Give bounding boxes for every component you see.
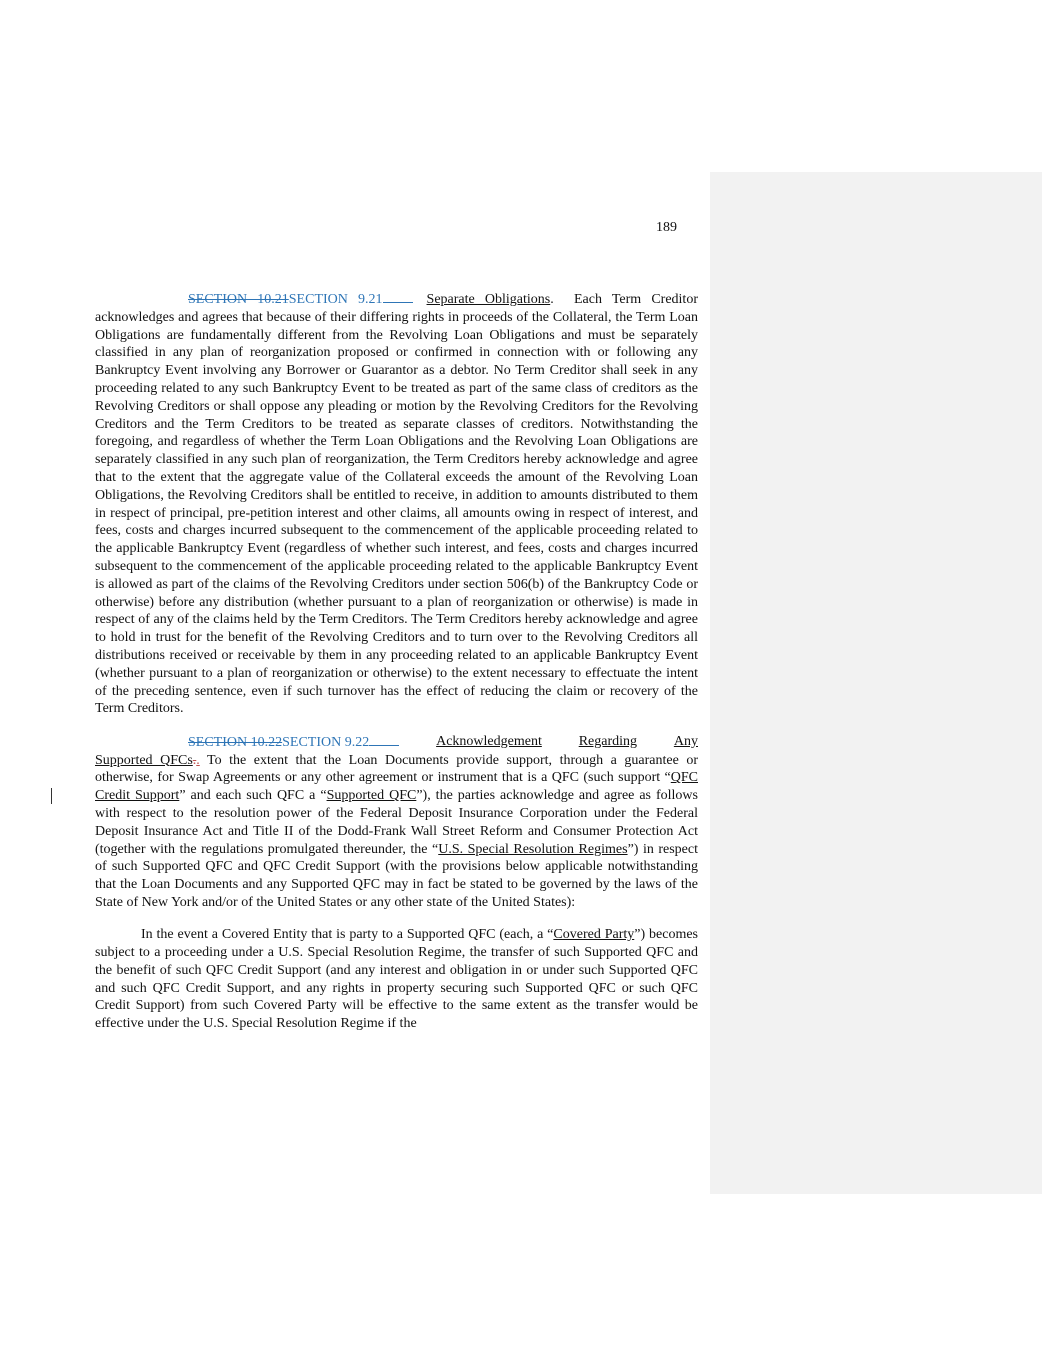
section-heading-word: Acknowledgement	[436, 733, 542, 749]
section-9-21-paragraph: SECTION 10.21SECTION 9.21 Separate Obligations. Each Term Creditor acknowledges and agrees that because of their differing rights in proceeds of the Collateral, the Term Loan Obligations are fundamentally different from the Revolving Loan Obligations and must be separately classified in any plan of reorganization proposed or confirmed in connection with or following any Bankruptcy Event involving any Borrower or Guarantor as a debtor. No Term Creditor shall seek in any proceeding related to any such Bankruptcy Event to be treated as part of the same class of creditors as the Revolving Creditors or shall oppose any pleading or motion by the Revolving Creditors for the Revolving Creditors and the Term Creditors to be treated as separate classes of creditors. Notwithstanding the foregoing, and regardless of whether the Term Loan Obligations and the Revolving Loan Obligations are separately classified in any such plan of reorganization, the Term Creditors hereby acknowledge and agree that to the extent that the aggregate value of the Collateral exceeds the amount of the Revolving Loan Obligations, the Revolving Creditors shall be entitled to receive, in addition to amounts distributed to them in respect of principal, pre-petition interest and other claims, all amounts owing in respect of interest, and fees, costs and charges incurred subsequent to the commencement of the applicable proceeding related to the applicable Bankruptcy Event (regardless of whether such interest, and fees, costs and charges incurred subsequent to the commencement of the applicable proceeding related to the applicable Bankruptcy Event is allowed as part of the claims of the Revolving Creditors under section 506(b) of the Bankruptcy Code or otherwise) before any distribution (whether pursuant to a plan of reorganization or otherwise) is made in respect of any of the claims held by the Term Creditors. The Term Creditors hereby acknowledge and agree to hold in trust for the benefit of the Revolving Creditors and to turn over to the Revolving Creditors all distributions received or receivable by them in any proceeding related to an applicable Bankruptcy Event (whether pursuant to a plan of reorganization or otherwise) to the extent necessary to effectuate the intent of the preceding sentence, even if such turnover has the effect of reducing the claim or recovery of the Term Creditors.	[95, 292, 698, 717]
section-heading: Separate Obligations	[426, 292, 551, 307]
inserted-section-number: SECTION 9.21	[288, 292, 383, 307]
defined-term: U.S. Special Resolution Regimes	[438, 841, 628, 857]
defined-term: QFC Credit Support	[95, 770, 698, 804]
section-heading-word: Any	[673, 733, 698, 749]
covered-party-paragraph: In the event a Covered Entity that is party to a Supported QFC (each, a “Covered Party”) becomes subject to a proceeding under a U.S. Special Resolution Regime, the transfer of such Supported QFC and the benefit of such QFC Credit Support (and any interest and obligation in or under such Supported QFC and such QFC Credit Support, and any rights in property securing such Supported QFC or such QFC Credit Support) from such Covered Party will be effective to the same extent as the transfer would be effective under the U.S. Special Resolution Regime if the	[95, 927, 699, 1032]
section-heading-continued: Supported QFCs	[95, 752, 193, 768]
comment-pane	[710, 172, 1042, 1194]
page-number: 189	[656, 220, 677, 235]
defined-term: Supported QFC	[326, 788, 417, 804]
document-body	[95, 290, 698, 1048]
inserted-section-number: SECTION 9.22	[282, 734, 370, 750]
deleted-section-number: SECTION 10.22	[188, 734, 283, 750]
change-bar	[51, 788, 52, 804]
defined-term: Covered Party	[553, 927, 635, 943]
section-body: Each Term Creditor acknowledges and agrees that because of their differing rights in proceeds of the Collateral, the Term Loan Obligations are fundamentally different from the Revolving Loan Obligations and must be separately classified in any plan of reorganization proposed or confirmed in connection with or following any Bankruptcy Event involving any Borrower or Guarantor as a debtor. No Term Creditor shall seek in any proceeding related to any such Bankruptcy Event to be treated as part of the same class of creditors as the Revolving Creditors or shall oppose any pleading or motion by the Revolving Creditors for the Revolving Creditors and the Term Creditors to be treated as separate classes of creditors. Notwithstanding the foregoing, and regardless of whether the Term Loan Obligations and the Revolving Loan Obligations are separately classified in any such plan of reorganization, the Term Creditors hereby acknowledge and agree that to the extent that the aggregate value of the Collateral exceeds the amount of the Revolving Loan Obligations, the Revolving Creditors shall be entitled to receive, in addition to amounts distributed to them in respect of principal, pre-petition interest and other claims, all amounts owing in respect of interest, and fees, costs and charges incurred subsequent to the commencement of the applicable proceeding related to the applicable Bankruptcy Event (regardless of whether such interest, and fees, costs and charges incurred subsequent to the commencement of the applicable proceeding related to the applicable Bankruptcy Event is allowed as part of the claims of the Revolving Creditors under section 506(b) of the Bankruptcy Code or otherwise) before any distribution (whether pursuant to a plan of reorganization or otherwise) is made in respect of any of the claims held by the Term Creditors. The Term Creditors hereby acknowledge and agree to hold in trust for the benefit of the Revolving Creditors and to turn over to the Revolving Creditors all distributions received or receivable by them in any proceeding related to an applicable Bankruptcy Event (whether pursuant to a plan of reorganization or otherwise) to the extent necessary to effectuate the intent of the preceding sentence, even if such turnover has the effect of reducing the claim or recovery of the Term Creditors.	[95, 292, 698, 717]
section-9-22-paragraph: SECTION 10.22SECTION 9.22 Acknowledgement Regarding Any Supported QFCs.. To the extent that the Loan Documents provide support, through a guarantee or otherwise, for Swap Agreements or any other agreement or instrument that is a QFC (such support “QFC Credit Support” and each such QFC a “Supported QFC”), the parties acknowledge and agree as follows with respect to the resolution power of the Federal Deposit Insurance Corporation under the Federal Deposit Insurance Act and Title II of the Dodd-Frank Wall Street Reform and Consumer Protection Act (together with the regulations promulgated thereunder, the “U.S. Special Resolution Regimes”) in respect of such Supported QFC and QFC Credit Support (with the provisions below applicable notwithstanding that the Loan Documents and any Supported QFC may in fact be stated to be governed by the laws of the State of New York and/or of the United States or any other state of the United States):	[95, 733, 699, 910]
section-heading-word: Regarding	[578, 733, 638, 749]
deleted-section-number: SECTION 10.21	[188, 292, 289, 307]
